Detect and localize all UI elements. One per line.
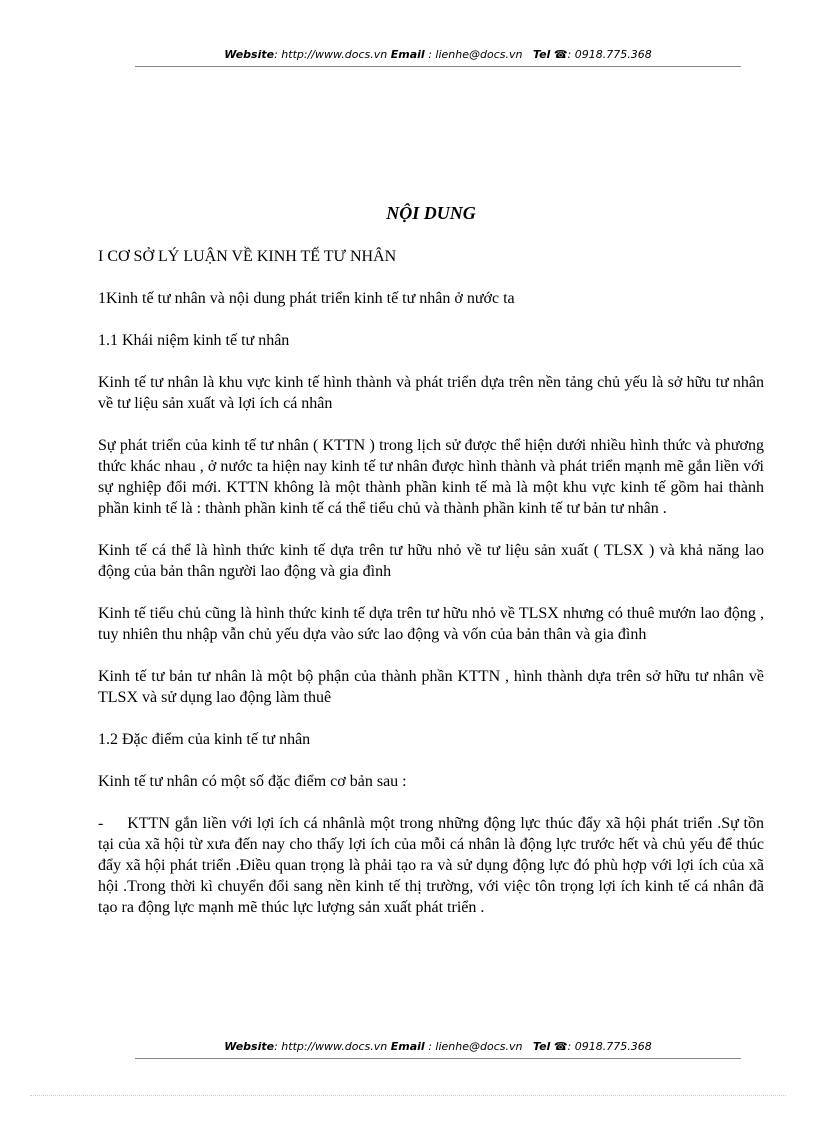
footer-website-value: : http://www.docs.vn	[274, 1040, 388, 1053]
bullet-paragraph: - KTTN gắn liền với lợi ích cá nhânlà một trong những động lực thúc đẩy xã hội phát triển .Sự tồn tại của xã hội từ xưa đến nay cho thấy lợi ích của mỗi cá nhân là động lực trước hết và chủ yếu để thúc đẩy xã hội phát triển .Điều quan trọng là phải tạo ra và sử dụng động lực đó phù hợp với lợi ích của xã hội .Trong thời kì chuyển đổi sang nền kinh tế thị trường, với việc tôn trọng lợi ích kinh tế cá nhân đã tạo ra động lực mạnh mẽ thúc lực lượng sản xuất phát triển .	[98, 815, 768, 916]
header-email-value: : lienhe@docs.vn	[424, 48, 523, 61]
subsection-heading: 1.2 Đặc điểm của kinh tế tư nhân	[98, 731, 311, 748]
header-email-label: Email	[390, 48, 425, 61]
footer-email-label: Email	[390, 1040, 425, 1053]
page-edge-divider	[30, 1095, 786, 1096]
telephone-icon: ☎	[553, 1040, 568, 1053]
footer-tel-label: Tel	[532, 1040, 551, 1053]
page-header	[135, 48, 741, 61]
footer-email-value: : lienhe@docs.vn	[424, 1040, 523, 1053]
footer-website-label: Website	[224, 1040, 275, 1053]
document-body	[98, 203, 768, 918]
header-rule	[135, 66, 741, 67]
paragraph: Sự phát triển của kinh tế tư nhân ( KTTN ) trong lịch sử được thể hiện dưới nhiều hình thức và phương thức khác nhau , ở nước ta hiện nay kinh tế tư nhân được hình thành và phát triển mạnh mẽ gắn liền với sự nghiệp đổi mới. KTTN không là một thành phần kinh tế mà là một khu vực kinh tế gồm hai thành phần kinh tế là : thành phần kinh tế cá thể tiểu chủ và thành phần kinh tế tư bản tư nhân .	[98, 437, 764, 517]
header-website-value: : http://www.docs.vn	[274, 48, 388, 61]
paragraph: Kinh tế tư bản tư nhân là một bộ phận của thành phần KTTN , hình thành dựa trên sở hữu tư nhân về TLSX và sử dụng lao động làm thuê	[98, 668, 764, 706]
paragraph: Kinh tế tư nhân là khu vực kinh tế hình thành và phát triển dựa trên nền tảng chủ yếu là sở hữu tư nhân về tư liệu sản xuất và lợi ích cá nhân	[98, 374, 764, 412]
subsection-heading: 1Kinh tế tư nhân và nội dung phát triển kinh tế tư nhân ở nước ta	[98, 290, 515, 307]
subsection-heading: 1.1 Khái niệm kinh tế tư nhân	[98, 332, 290, 349]
footer-rule	[135, 1058, 741, 1059]
paragraph: Kinh tế cá thể là hình thức kinh tế dựa trên tư hữu nhỏ về tư liệu sản xuất ( TLSX ) và khả năng lao động của bản thân người lao động và gia đình	[98, 542, 764, 580]
header-website-label: Website	[224, 48, 275, 61]
footer-tel-value: : 0918.775.368	[567, 1040, 652, 1053]
paragraph: Kinh tế tiểu chủ cũng là hình thức kinh tế dựa trên tư hữu nhỏ về TLSX nhưng có thuê mướn lao động , tuy nhiên thu nhập vẫn chủ yếu dựa vào sức lao động và vốn của bản thân và gia đình	[98, 605, 764, 643]
section-heading: I CƠ SỞ LÝ LUẬN VỀ KINH TẾ TƯ NHÂN	[98, 248, 397, 265]
paragraph: Kinh tế tư nhân có một số đặc điểm cơ bản sau :	[98, 773, 407, 790]
header-tel-label: Tel	[532, 48, 551, 61]
telephone-icon: ☎	[553, 48, 568, 61]
page-footer	[135, 1040, 741, 1053]
document-title: NỘI DUNG	[386, 203, 476, 223]
header-tel-value: : 0918.775.368	[567, 48, 652, 61]
